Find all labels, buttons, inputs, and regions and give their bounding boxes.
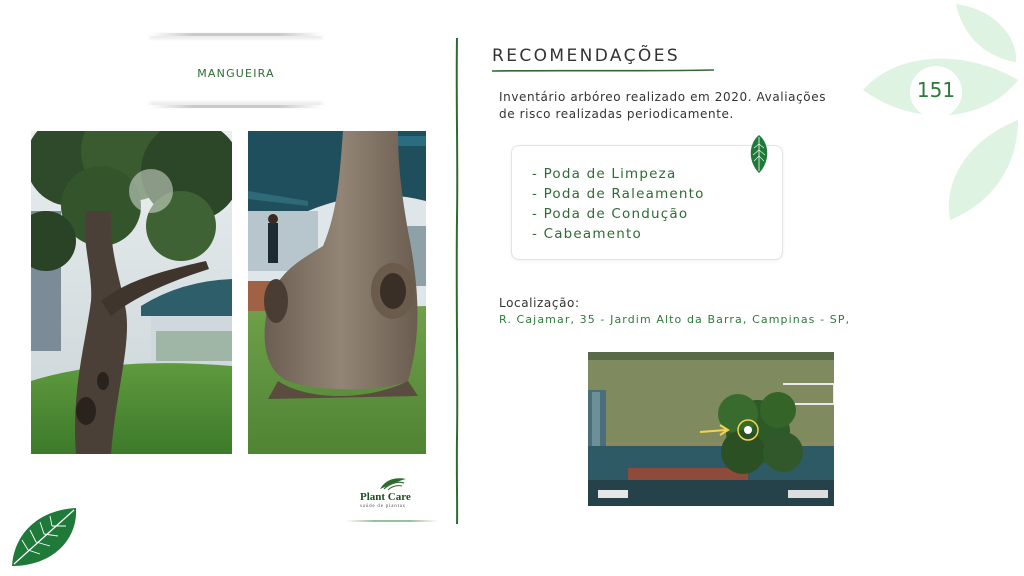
label-top-rule	[150, 33, 322, 36]
brand-tagline: saúde de plantas	[360, 504, 406, 509]
logo-leaves-icon	[378, 475, 408, 491]
recommendation-item: - Poda de Condução	[532, 206, 689, 222]
logo-underline	[346, 520, 438, 522]
assessment-paragraph	[499, 89, 859, 123]
location-label: Localização:	[499, 296, 580, 310]
recommendations-title: RECOMENDAÇÕES	[492, 46, 681, 66]
recommendations-list	[532, 164, 705, 244]
tree-name-label: MANGUEIRA	[197, 67, 275, 80]
aerial-map-image	[588, 352, 834, 506]
tree-trunk-photo	[248, 131, 426, 454]
recommendation-item: - Poda de Raleamento	[532, 186, 705, 202]
paragraph-line-2: de risco realizadas periodicamente.	[499, 107, 734, 121]
recommendation-item: - Cabeamento	[532, 226, 642, 242]
paragraph-line-1: Inventário arbóreo realizado em 2020. Avaliações	[499, 90, 827, 104]
tree-photo-full	[31, 131, 232, 454]
brand-name: Plant Care	[360, 491, 411, 503]
brand-logo	[352, 475, 438, 525]
tree-name-label-box	[150, 33, 322, 109]
recommendations-card	[511, 145, 783, 260]
leaf-icon	[748, 134, 770, 174]
page-number: 151	[916, 78, 956, 102]
label-bottom-rule	[150, 105, 322, 108]
title-underline	[492, 69, 714, 72]
recommendation-item: - Poda de Limpeza	[532, 166, 677, 182]
vertical-divider	[455, 38, 459, 524]
location-address: R. Cajamar, 35 - Jardim Alto da Barra, Campinas - SP,	[499, 313, 851, 326]
corner-leaf-icon	[8, 504, 82, 570]
